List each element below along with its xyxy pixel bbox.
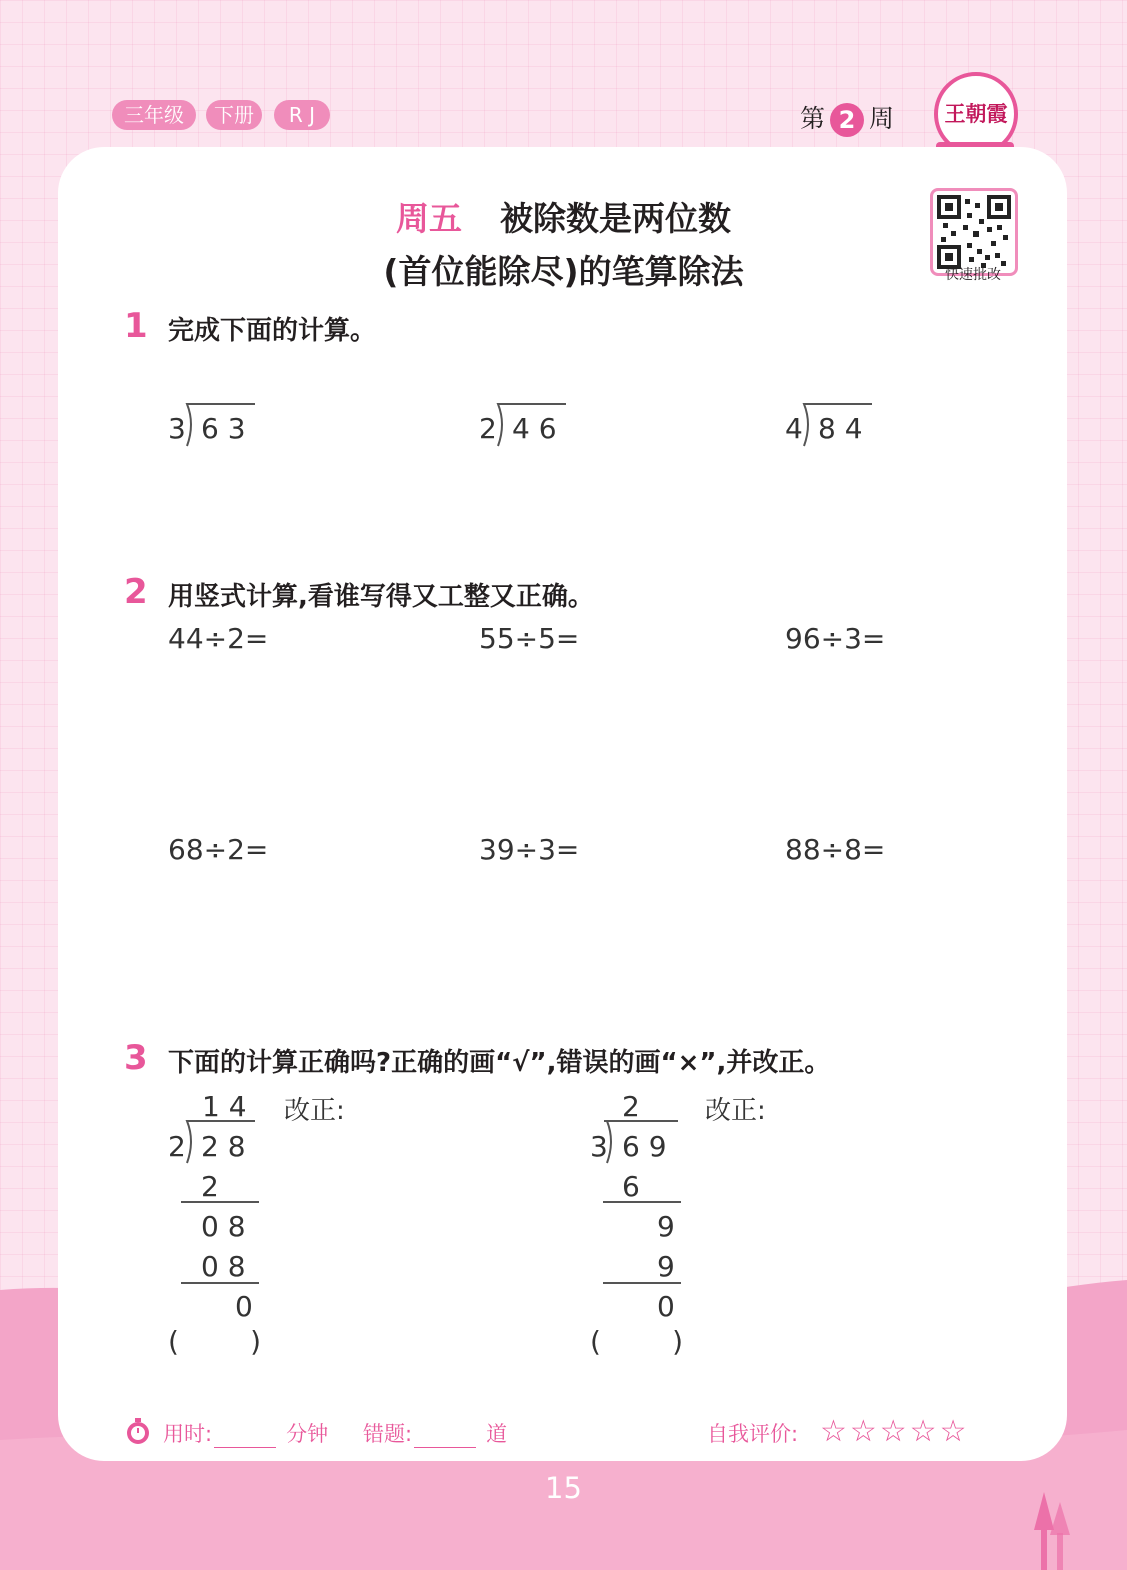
errors-unit: 道 [486,1422,508,1446]
divisor: 3 [168,412,186,445]
dividend: 6 9 [622,1130,667,1163]
q2-expression: 88÷8= [785,833,886,866]
dividend: 2 8 [201,1130,246,1163]
week-suffix: 周 [869,104,895,133]
correction-label: 改正: [705,1096,766,1126]
answer-bracket[interactable]: ( ) [168,1325,262,1358]
dividend: 4 6 [512,412,557,445]
q2-number: 2 [124,572,148,612]
step-product: 6 [622,1170,640,1203]
divisor: 4 [785,412,803,445]
title-day: 周五 [396,199,462,238]
answer-bracket[interactable]: ( ) [590,1325,684,1358]
page-number: 15 [545,1471,582,1505]
q1-text: 完成下面的计算。 [168,316,377,346]
divisor: 2 [168,1130,186,1163]
step-remainder: 9 [657,1210,675,1243]
remainder: 0 [657,1290,675,1323]
q2-text: 用竖式计算,看谁写得又工整又正确。 [168,582,594,612]
remainder: 0 [235,1290,253,1323]
qr-label: 快速批改 [945,267,1001,283]
week-number: 2 [830,103,864,137]
dividend: 6 3 [201,412,246,445]
step-product: 9 [657,1250,675,1283]
edition-pill: R J [274,100,330,130]
dividend: 8 4 [818,412,863,445]
stopwatch-icon [124,1416,152,1446]
q3-text: 下面的计算正确吗?正确的画“√”,错误的画“×”,并改正。 [168,1048,831,1078]
q2-expression: 68÷2= [168,833,269,866]
q3-number: 3 [124,1038,148,1078]
q1-number: 1 [124,306,148,346]
time-record [163,1418,328,1448]
divisor: 2 [479,412,497,445]
step-product: 0 8 [201,1250,246,1283]
q2-expression: 39÷3= [479,833,580,866]
subtraction-line [603,1201,681,1203]
week-indicator [800,99,894,137]
q2-expression: 96÷3= [785,622,886,655]
divisor: 3 [590,1130,608,1163]
time-label: 用时: [163,1422,213,1446]
title-line1: 被除数是两位数 [500,199,731,238]
subtraction-line [603,1282,681,1284]
time-blank[interactable] [214,1425,276,1448]
brand-logo: 王朝霞 [934,72,1018,156]
self-eval-label: 自我评价: [707,1422,799,1446]
minutes-label: 分钟 [286,1422,329,1446]
week-prefix: 第 [800,104,826,133]
q2-expression: 55÷5= [479,622,580,655]
grade-pill: 三年级 [112,100,196,130]
step-product: 2 [201,1170,219,1203]
qr-code[interactable] [930,188,1018,276]
step-remainder: 0 8 [201,1210,246,1243]
rating-stars[interactable]: ☆☆☆☆☆ [820,1414,970,1449]
errors-blank[interactable] [414,1425,476,1448]
subtraction-line [181,1201,259,1203]
errors-record [363,1418,507,1448]
correction-label: 改正: [284,1096,345,1126]
subtraction-line [181,1282,259,1284]
quotient: 2 [622,1090,640,1123]
title-line2: (首位能除尽)的笔算除法 [383,252,744,291]
qr-code-icon [933,191,1015,273]
volume-pill: 下册 [206,100,262,130]
errors-label: 错题: [363,1422,413,1446]
quotient: 1 4 [202,1090,247,1123]
q2-expression: 44÷2= [168,622,269,655]
